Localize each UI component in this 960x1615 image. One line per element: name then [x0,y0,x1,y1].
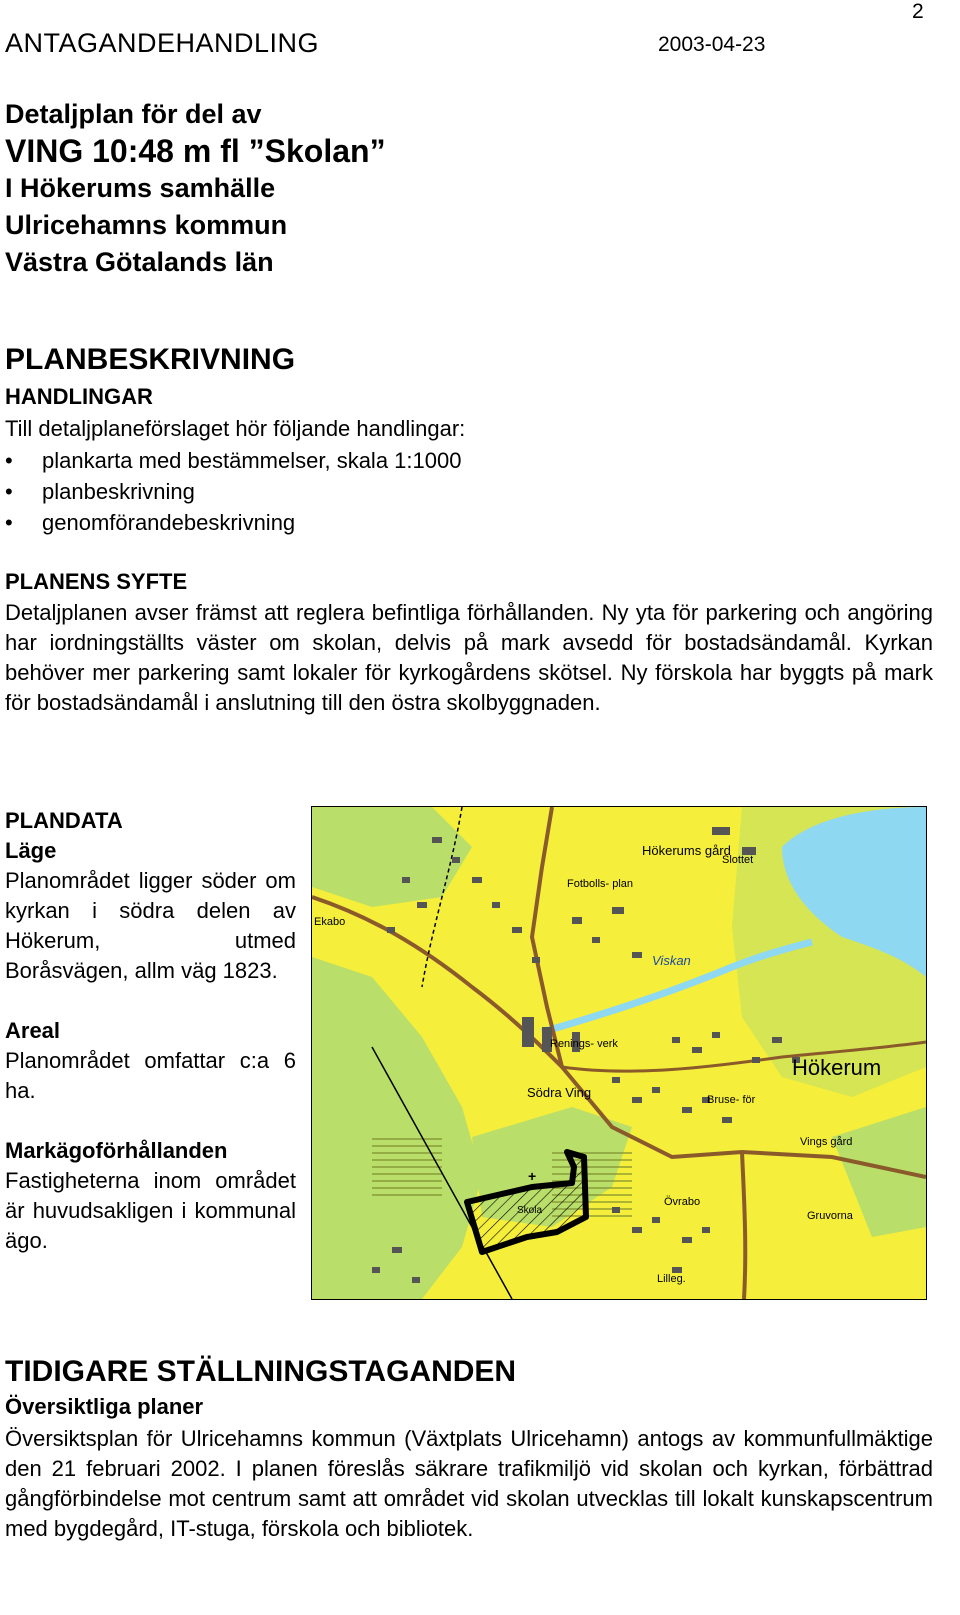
planens-syfte-heading: PLANENS SYFTE [5,569,188,594]
church-cross-icon: + [528,1168,537,1184]
plandata-section [5,806,296,1256]
map-label: Lilleg. [657,1273,686,1285]
planens-syfte-text: Detaljplanen avser främst att reglera befintliga förhållanden. Ny yta för parkering och angöring har iordningställts väster om skolan, delvis på mark avsedd för bostadsändamål. Kyrkan behöver mer parkering samt lokaler för kyrkogårdens skötsel. Ny förskola har byggts på mark för bostadsändamål i anslutning till den östra skolbyggnaden. [5,600,933,715]
map-label: Fotbolls- plan [567,878,634,890]
handlingar-heading: HANDLINGAR [5,384,153,409]
planbeskrivning-heading: PLANBESKRIVNING [5,343,296,376]
oversiktliga-planer-heading: Översiktliga planer [5,1394,204,1419]
lage-heading: Läge [5,838,57,863]
map-label: Vings gård [800,1136,853,1148]
map-label: Ekabo [314,916,346,928]
list-item: • plankarta med bestämmelser, skala 1:1000 [5,445,461,476]
list-item: • planbeskrivning [5,476,461,507]
map-label: Skola [517,1205,543,1216]
map-label: Viskan [652,953,691,968]
map-label: Bruse- för [707,1094,756,1106]
title-line-1: Detaljplan för del av [5,99,262,129]
map-label: Övrabo [664,1196,701,1208]
list-item: • genomförandebeskrivning [5,507,461,538]
markagoforhallanden-text: Fastigheterna inom området är huvudsakligen i kommunal ägo. [5,1168,296,1253]
areal-text: Planområdet omfattar c:a 6 ha. [5,1048,296,1103]
title-line-3: I Hökerums samhälle [5,173,276,203]
title-line-5: Västra Götalands län [5,247,274,277]
handlingar-intro: Till detaljplaneförslaget hör följande handlingar: [5,416,466,441]
handlingar-list [5,445,461,538]
location-map [311,806,927,1300]
areal-heading: Areal [5,1018,61,1043]
title-line-2: VING 10:48 m fl ”Skolan” [5,133,386,169]
field-area [372,1137,442,1197]
map-label: Södra Ving [527,1085,592,1100]
markagoforhallanden-heading: Markägoförhållanden [5,1138,228,1163]
document-type-header: ANTAGANDEHANDLING [5,28,320,58]
map-label: Hökerums gård [642,843,731,858]
page-number: 2 [912,0,924,23]
document-date: 2003-04-23 [658,33,766,56]
oversiktliga-planer-text: Översiktsplan för Ulricehamns kommun (Växtplats Ulricehamn) antogs av kommunfullmäktige den 21 februari 2002. I planen föreslås säkrare trafikmiljö vid skolan och kyrkan, förbättrad gångförbindelse mot centrum samt att området vid skolan utvecklas till lokalt kunskapscentrum med bygdegård, IT-stuga, förskola och bibliotek. [5,1426,933,1541]
title-line-4: Ulricehamns kommun [5,210,288,240]
location-map-graphic [312,807,926,1299]
map-label: Hökerum [792,1055,882,1080]
plandata-heading: PLANDATA [5,808,123,833]
map-label: Renings- verk [550,1038,618,1050]
map-label: Gruvorna [807,1210,853,1222]
document-title [5,96,386,281]
lage-text: Planområdet ligger söder om kyrkan i södra delen av Hökerum, utmed Boråsvägen, allm väg 1823. [5,868,296,983]
map-label: Slottet [722,854,754,866]
tidigare-stallningstaganden-heading: TIDIGARE STÄLLNINGSTAGANDEN [5,1355,517,1388]
